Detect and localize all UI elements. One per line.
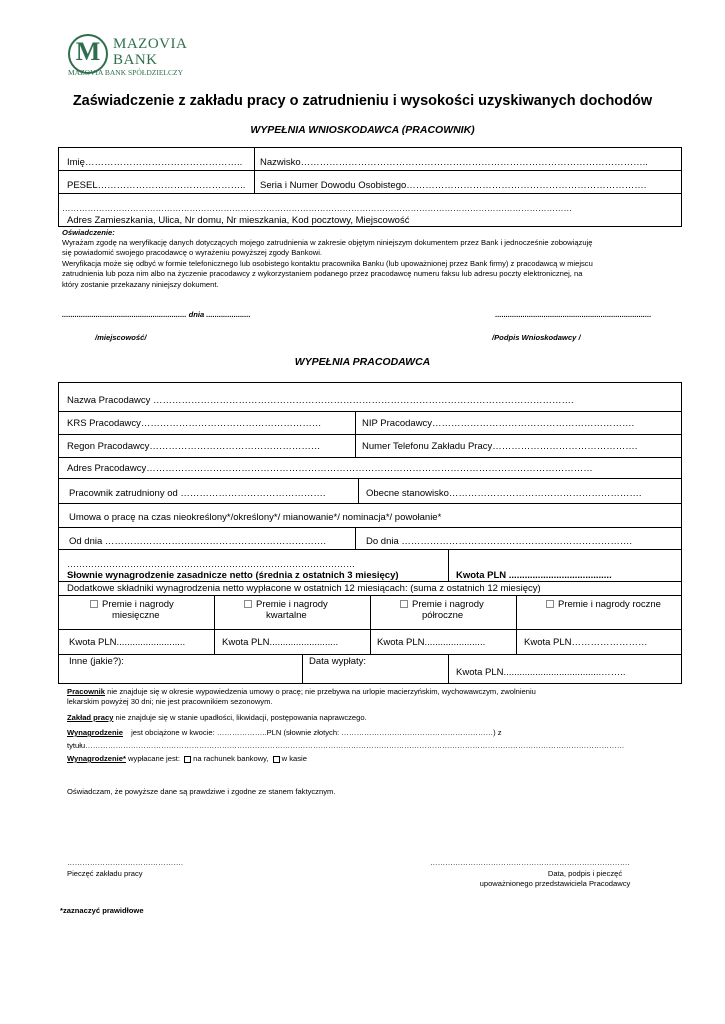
bonus-yearly-checkbox[interactable]: [546, 600, 554, 608]
workplace-note-text: nie znajduje się w stanie upadłości, likwidacji, postępowania naprawczego.: [113, 713, 367, 722]
bonus-yearly-label: Premie i nagrody roczne: [558, 599, 661, 610]
bonus-halfyear-label2: półroczne: [422, 610, 464, 621]
imie-field[interactable]: Imię…………………………………………..: [67, 157, 243, 168]
statement-text: [62, 238, 686, 290]
stamp-label: Pieczęć zakładu pracy: [67, 869, 143, 878]
salary-burden-label: Wynagrodzenie: [67, 728, 123, 737]
statement-line: się powiadomić swojego pracodawcę o wyrażeniu powyższej zgody Bankowi.: [62, 248, 323, 258]
title-field[interactable]: tytułu……………………………………………………………………………………………………………………………………………………………………………………………: [67, 741, 625, 750]
krs-field[interactable]: KRS Pracodawcy…………………………………………………: [67, 418, 322, 429]
to-date-field[interactable]: Do dnia ……………………………………………………………….: [366, 536, 633, 547]
logo-subtitle: MAZOVIA BANK SPÓŁDZIELCZY: [68, 68, 183, 77]
other-amount-field[interactable]: Kwota PLN.....................................……..: [456, 667, 626, 678]
cash-checkbox[interactable]: [273, 756, 280, 763]
employer-signature-line1: Data, podpis i pieczęć: [547, 869, 623, 878]
declaration-text: Oświadczam, że powyższe dane są prawdziwe i zgodne ze stanem faktycznym.: [67, 787, 336, 796]
payment-date-field[interactable]: Data wypłaty:: [309, 656, 367, 667]
address-label: Adres Zamieszkania, Ulica, Nr domu, Nr mieszkania, Kod pocztowy, Miejscowość: [67, 215, 410, 226]
bonus-yearly[interactable]: [546, 599, 661, 610]
cash-option: w kasie: [281, 754, 307, 763]
statement-line: Weryfikacja może się odbyć w formie telefonicznego lub osobistego kontaktu pracownika Banku (lub upoważnionej przez Bank firmy) z pracodawcą w miejscu: [62, 258, 593, 268]
salary-words-label: Słownie wynagrodzenie zasadnicze netto (średnia z ostatnich 3 miesięcy): [67, 570, 399, 581]
salary-words-field[interactable]: ……………………………………………………………………………………: [67, 559, 355, 569]
bank-account-checkbox[interactable]: [184, 756, 191, 763]
nazwisko-field[interactable]: Nazwisko………………………………………………………………………………………………..: [260, 157, 648, 168]
employer-address-field[interactable]: Adres Pracodawcy……………………………………………………………………………………………………………………………: [67, 463, 593, 474]
employer-name-field[interactable]: Nazwa Pracodawcy …………………………………………………………………………………………………………………….: [67, 395, 574, 406]
payment-method-note: [67, 754, 307, 764]
bonus-halfyear[interactable]: [400, 599, 484, 621]
bonus-quarterly-label2: kwartalne: [266, 610, 307, 621]
statement-line: Wyrażam zgodę na weryfikację danych dotyczących mojego zatrudnienia w zakresie objętym niniejszym dokumentem przez Bank i jednocześnie zobowiązuję: [62, 238, 593, 247]
place-date-field[interactable]: ........................................................... dnia .....................: [62, 310, 251, 319]
place-label: /miejscowość/: [95, 333, 147, 342]
bonus-quarterly-amount[interactable]: Kwota PLN..........................: [222, 637, 339, 648]
address-field[interactable]: ………………………………………………………………………………………………………………………………………………………………: [62, 203, 572, 213]
employed-since-field[interactable]: Pracownik zatrudniony od ……………………………………….: [69, 488, 326, 499]
position-field[interactable]: Obecne stanowisko…………………………………………………….: [366, 488, 642, 499]
payment-method-text: wypłacane jest:: [125, 754, 180, 763]
logo-name: [113, 36, 187, 68]
bonus-quarterly-checkbox[interactable]: [244, 600, 252, 608]
bonus-monthly-checkbox[interactable]: [90, 600, 98, 608]
employer-signature-dots[interactable]: …………………………………………………………………….: [430, 858, 630, 867]
salary-amount-field[interactable]: Kwota PLN .......................................: [456, 570, 612, 581]
salary-burden-note[interactable]: [67, 728, 502, 738]
nip-field[interactable]: NIP Pracodawcy……………………………………………………….: [362, 418, 635, 429]
logo-mark: M: [75, 37, 101, 66]
bonus-monthly-label2: miesięczne: [112, 610, 160, 621]
employee-note-label: Pracownik: [67, 687, 105, 696]
bonus-halfyear-amount[interactable]: Kwota PLN.......................: [377, 637, 486, 648]
bank-account-option: na rachunek bankowy,: [193, 754, 269, 763]
bonus-halfyear-label: Premie i nagrody: [412, 599, 484, 610]
statement-line: który zostanie przekazany niniejszy dokument.: [62, 279, 219, 289]
applicant-signature-field[interactable]: ..........................................................................: [495, 310, 652, 319]
bonus-yearly-amount[interactable]: Kwota PLN……………………: [524, 637, 648, 648]
bonus-monthly-label: Premie i nagrody: [102, 599, 174, 610]
bonus-quarterly[interactable]: [244, 599, 328, 621]
applicant-section-header: WYPEŁNIA WNIOSKODAWCA (PRACOWNIK): [250, 124, 475, 136]
applicant-signature-label: /Podpis Wnioskodawcy /: [492, 333, 581, 342]
employee-note: [67, 687, 682, 708]
workplace-note: [67, 713, 367, 723]
salary-burden-text: jest obciążone w kwocie: ………………..PLN (słownie złotych: ……………………………………………………) z: [131, 728, 502, 737]
workplace-note-label: Zakład pracy: [67, 713, 114, 722]
pesel-field[interactable]: PESEL………………………………………..: [67, 180, 246, 191]
contract-type-field[interactable]: Umowa o pracę na czas nieokreślony*/określony*/ mianowanie*/ nominacja*/ powołanie*: [69, 512, 442, 523]
regon-field[interactable]: Regon Pracodawcy………………………………………………: [67, 441, 321, 452]
logo-name-line2: BANK: [113, 52, 158, 68]
bonus-monthly[interactable]: [90, 599, 174, 621]
bonus-halfyear-checkbox[interactable]: [400, 600, 408, 608]
id-card-field[interactable]: Seria i Numer Dowodu Osobistego………………………………………………………………….: [260, 180, 647, 191]
footnote: *zaznaczyć prawidłowe: [60, 906, 144, 915]
employee-note-text2: lekarskim powyżej 30 dni; nie jest pracownikiem sezonowym.: [67, 697, 273, 707]
from-date-field[interactable]: Od dnia …………………………………………………………….: [69, 536, 327, 547]
additional-components-label: Dodatkowe składniki wynagrodzenia netto wypłacone w ostatnich 12 miesiącach: (suma z ostatnich 12 miesięcy): [67, 583, 541, 594]
stamp-dots[interactable]: ……………………………………….: [67, 858, 184, 867]
statement-line: zatrudnienia lub poza nim albo na życzenie pracodawcy z wykorzystaniem podanego przez pracodawcę numeru faksu lub adresu poczty elektronicznej, na: [62, 269, 583, 279]
phone-field[interactable]: Numer Telefonu Zakładu Pracy……………………………………….: [362, 441, 638, 452]
document-title: Zaświadczenie z zakładu pracy o zatrudnieniu i wysokości uzyskiwanych dochodów: [72, 93, 653, 109]
employee-note-text: nie znajduje się w okresie wypowiedzenia umowy o pracę; nie przebywa na urlopie macierzyńskim, wychowawczym, zwolnieniu: [104, 687, 536, 696]
logo-name-line1: MAZOVIA: [113, 36, 188, 52]
employer-section-header: WYPEŁNIA PRACODAWCA: [294, 356, 431, 368]
employer-signature-label: [430, 869, 680, 890]
statement-label: Oświadczenie:: [62, 228, 115, 237]
employer-signature-line2: upoważnionego przedstawiciela Pracodawcy: [479, 879, 631, 889]
other-field[interactable]: Inne (jakie?):: [69, 656, 124, 667]
payment-method-label: Wynagrodzenie*: [67, 754, 126, 763]
bonus-quarterly-label: Premie i nagrody: [256, 599, 328, 610]
bonus-monthly-amount[interactable]: Kwota PLN..........................: [69, 637, 186, 648]
